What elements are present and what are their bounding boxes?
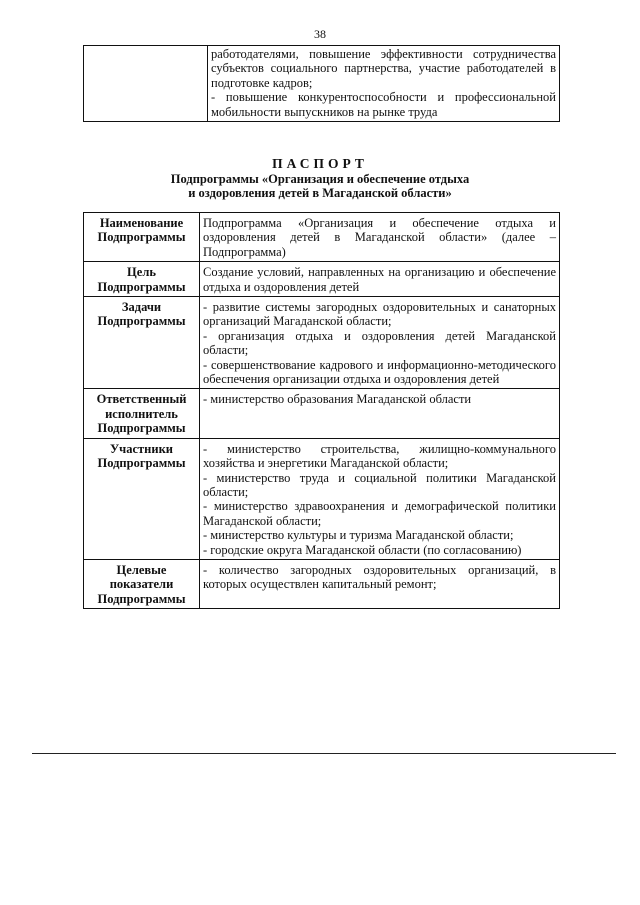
list-item: - организация отдыха и оздоровления детей Магаданской области; xyxy=(203,328,556,358)
list-item: - министерство труда и социальной политики Магаданской области; xyxy=(203,470,556,499)
table-row xyxy=(84,297,560,389)
list-item: - совершенствование кадрового и информационно-методического обеспечения организации отдыха и оздоровления детей xyxy=(203,357,556,387)
row-label: Целевые показатели Подпрограммы xyxy=(84,559,200,608)
passport-subtitle xyxy=(120,172,520,200)
passport-table xyxy=(83,212,560,609)
continuation-cell xyxy=(208,46,560,122)
row-label: Участники Подпрограммы xyxy=(84,438,200,559)
footer-rule xyxy=(32,753,616,754)
row-value xyxy=(200,559,560,608)
table-row xyxy=(84,389,560,438)
continuation-table xyxy=(83,45,560,122)
table-row xyxy=(84,46,560,122)
row-label: Цель Подпрограммы xyxy=(84,262,200,297)
subtitle-line: и оздоровления детей в Магаданской области» xyxy=(188,186,452,200)
row-label: Наименование Подпрограммы xyxy=(84,213,200,262)
row-value xyxy=(200,297,560,389)
list-item: - развитие системы загородных оздоровительных и санаторных организаций Магаданской области; xyxy=(203,300,556,329)
list-item: - министерство строительства, жилищно-коммунального хозяйства и энергетики Магаданской области; xyxy=(203,441,556,471)
empty-label-cell xyxy=(84,46,208,122)
list-item: работодателями, повышение эффективности сотрудничества субъектов социального партнерства, участие работодателей в подготовке кадров; xyxy=(211,47,556,90)
row-value xyxy=(200,213,560,262)
row-value xyxy=(200,389,560,438)
list-item: - министерство культуры и туризма Магаданской области; xyxy=(203,528,514,543)
list-item: - министерство здравоохранения и демографической политики Магаданской области; xyxy=(203,499,556,528)
table-row xyxy=(84,213,560,262)
list-item: Создание условий, направленных на организацию и обеспечение отдыха и оздоровления детей xyxy=(203,265,556,294)
list-item: - повышение конкурентоспособности и профессиональной мобильности выпускников на рынке труда xyxy=(211,90,556,119)
table-row xyxy=(84,438,560,559)
list-item: - городские округа Магаданской области (по согласованию) xyxy=(203,542,522,557)
table-row xyxy=(84,559,560,608)
page-number: 38 xyxy=(314,27,326,41)
row-label: Ответственный исполнитель Подпрограммы xyxy=(84,389,200,438)
list-item: - министерство образования Магаданской области xyxy=(203,392,472,407)
list-item: Подпрограмма «Организация и обеспечение отдыха и оздоровления детей в Магаданской области» (далее – Подпрограмма) xyxy=(203,216,556,259)
table-row xyxy=(84,262,560,297)
subtitle-line: Подпрограммы «Организация и обеспечение отдыха xyxy=(170,172,470,186)
passport-heading: ПАСПОРТ xyxy=(272,156,368,171)
row-label: Задачи Подпрограммы xyxy=(84,297,200,389)
row-value xyxy=(200,438,560,559)
row-value xyxy=(200,262,560,297)
list-item: - количество загородных оздоровительных организаций, в которых осуществлен капитальный ремонт; xyxy=(203,562,556,592)
